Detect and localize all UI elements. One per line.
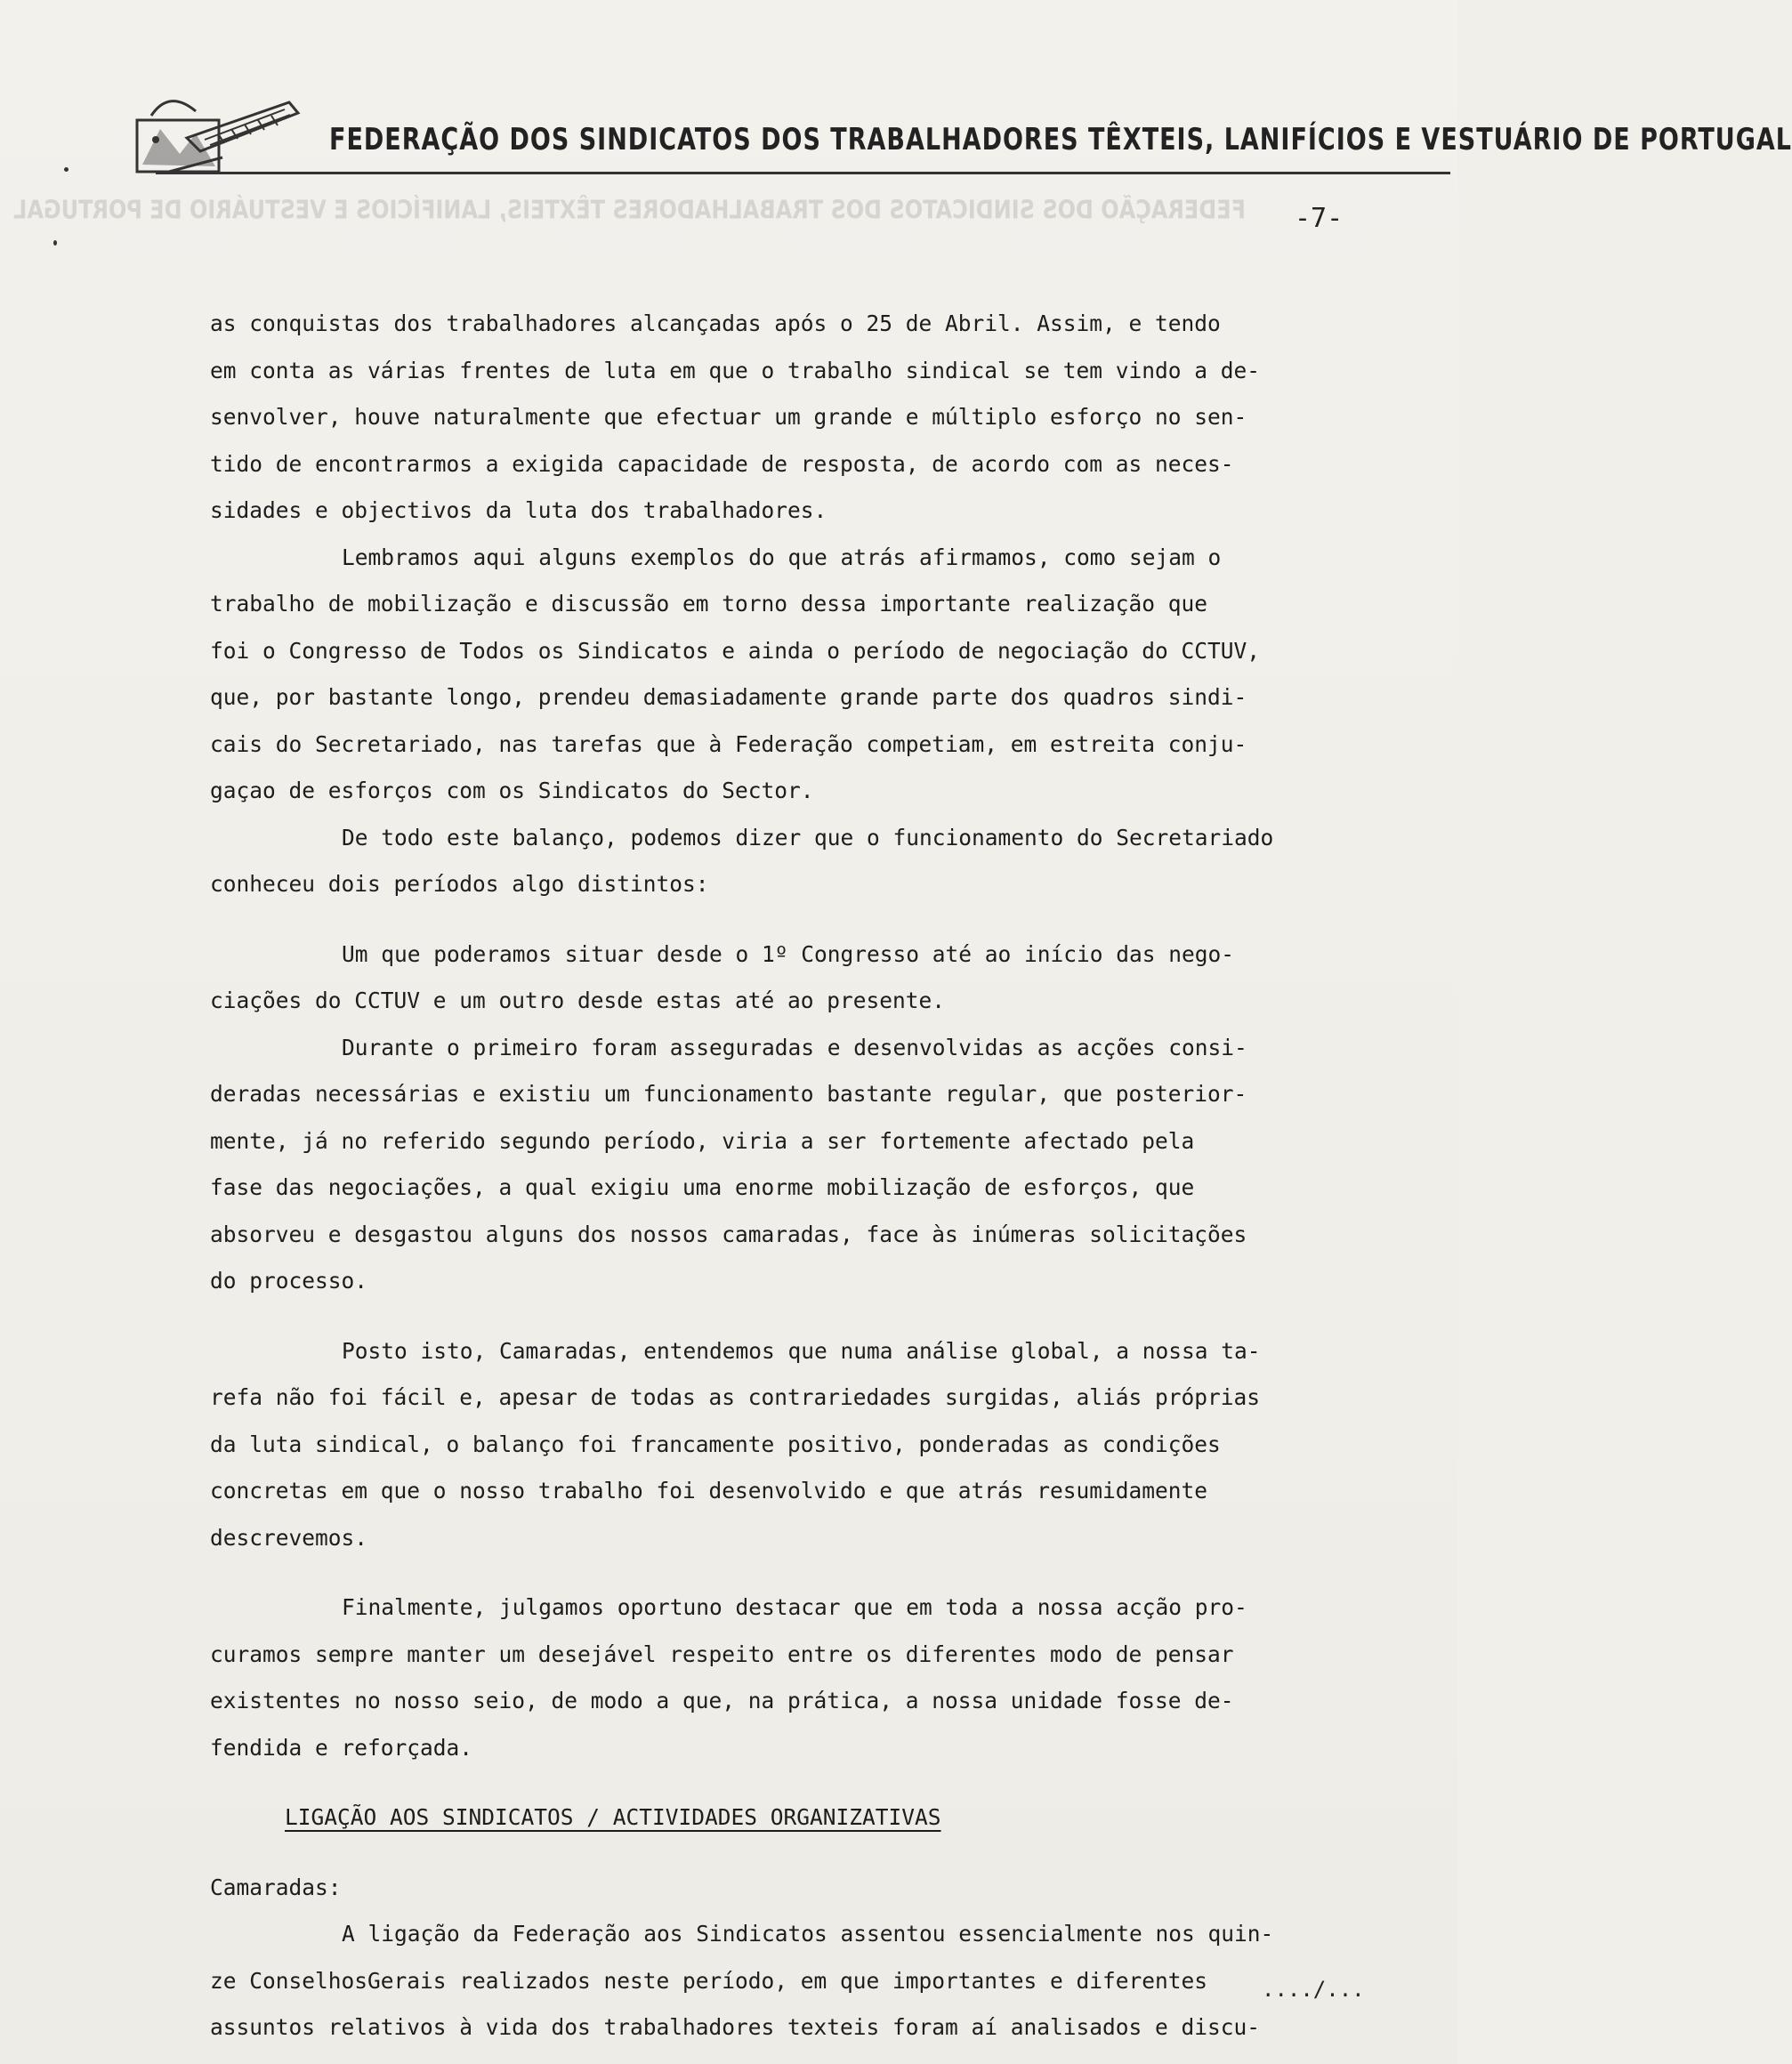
text-line: Finalmente, julgamos oportuno destacar que em toda a nossa acção pro- [342,1594,1247,1620]
text-line: que, por bastante longo, prendeu demasiadamente grande parte dos quadros sindi- [210,684,1247,710]
paragraph [210,1584,1393,1771]
salutation: Camaradas: [210,1874,342,1900]
text-line: foi o Congresso de Todos os Sindicatos e ainda o período de negociação do CCTUV, [210,637,1261,664]
text-line: existentes no nosso seio, de modo a que, na prática, a nossa unidade fosse de- [210,1688,1234,1713]
page-number: -7- [1295,203,1344,234]
federation-header-title: FEDERAÇÃO DOS SINDICATOS DOS TRABALHADORES TÊXTEIS, LANIFÍCIOS E VESTUÁRIO DE PORTUGAL [329,123,1792,157]
text-line: concretas em que o nosso trabalho foi desenvolvido e que atrás resumidamente [210,1478,1208,1504]
text-line: da luta sindical, o balanço foi francamente positivo, ponderadas as condições [210,1431,1221,1457]
text-line: curamos sempre manter um desejável respeito entre os diferentes modo de pensar [210,1641,1234,1667]
text-line: do processo. [210,1268,368,1294]
paragraph-gap [210,1305,1393,1328]
text-line: fendida e reforçada. [210,1734,473,1761]
text-line: refa não foi fácil e, apesar de todas as contrariedades surgidas, aliás próprias [210,1384,1261,1410]
text-line: Durante o primeiro foram asseguradas e desenvolvidas as acções consi- [342,1034,1247,1060]
paragraph [210,815,1393,908]
text-line: em conta as várias frentes de luta em que o trabalho sindical se tem vindo a de- [210,357,1261,383]
paragraph-gap [210,1561,1393,1584]
paragraph [210,931,1393,1025]
text-line: assuntos relativos à vida dos trabalhadores texteis foram aí analisados e discu- [210,2014,1261,2040]
document-body [210,301,1393,2052]
paragraph [210,535,1393,815]
header-bleed-through: FEDERAÇÃO DOS SINDICATOS DOS TRABALHADORES TÊXTEIS, LANIFÍCIOS E VESTUÁRIO DE PORTUGAL [13,195,1246,225]
text-line: Lembramos aqui alguns exemplos do que atrás afirmamos, como sejam o [342,544,1222,570]
text-line: De todo este balanço, podemos dizer que o funcionamento do Secretariado [342,824,1274,851]
paragraph-gap [210,908,1393,931]
paragraph [210,1911,1393,2052]
text-line: Posto isto, Camaradas, entendemos que numa análise global, a nossa ta- [342,1337,1261,1364]
text-line: ciações do CCTUV e um outro desde estas até ao presente. [210,988,946,1013]
section-heading: LIGAÇÃO AOS SINDICATOS / ACTIVIDADES ORGANIZATIVAS [285,1804,941,1830]
text-line: gaçao de esforços com os Sindicatos do Sector. [210,778,814,803]
text-line: absorveu e desgastou alguns dos nossos camaradas, face às inúmeras solicitações [210,1221,1247,1247]
text-line: as conquistas dos trabalhadores alcançadas após o 25 de Abril. Assim, e tendo [210,310,1221,336]
text-line: senvolver, houve naturalmente que efectuar um grande e múltiplo esforço no sen- [210,404,1247,430]
text-line: ze ConselhosGerais realizados neste período, em que importantes e diferentes [210,1967,1208,1994]
header-divider [156,172,1450,174]
text-line: fase das negociações, a qual exigiu uma enorme mobilização de esforços, que [210,1174,1195,1200]
paragraph [210,1328,1393,1562]
margin-speck [53,240,57,246]
paragraph [210,1025,1393,1305]
margin-speck [64,167,69,172]
text-line: conheceu dois períodos algo distintos: [210,871,709,897]
text-line: trabalho de mobilização e discussão em torno dessa importante realização que [210,591,1208,617]
continuation-mark: ..../... [1262,1977,1365,2002]
text-line: deradas necessárias e existiu um funcionamento bastante regular, que posterior- [210,1081,1247,1107]
paragraph-gap [210,1842,1393,1865]
text-line: A ligação da Federação aos Sindicatos assentou essencialmente nos quin- [342,1921,1274,1947]
paragraph-gap [210,1771,1393,1794]
text-line: cais do Secretariado, nas tarefas que à Federação competiam, em estreita conju- [210,730,1247,757]
text-line: sidades e objectivos da luta dos trabalhadores. [210,497,827,523]
text-line: tido de encontrarmos a exigida capacidade de resposta, de acordo com as neces- [210,450,1234,477]
text-line: mente, já no referido segundo período, viria a ser fortemente afectado pela [210,1127,1195,1154]
paragraph [210,301,1393,535]
federation-logo-icon [133,85,303,182]
text-line: Um que poderamos situar desde o 1º Congresso até ao início das nego- [342,940,1235,967]
text-line: descrevemos. [210,1524,368,1551]
